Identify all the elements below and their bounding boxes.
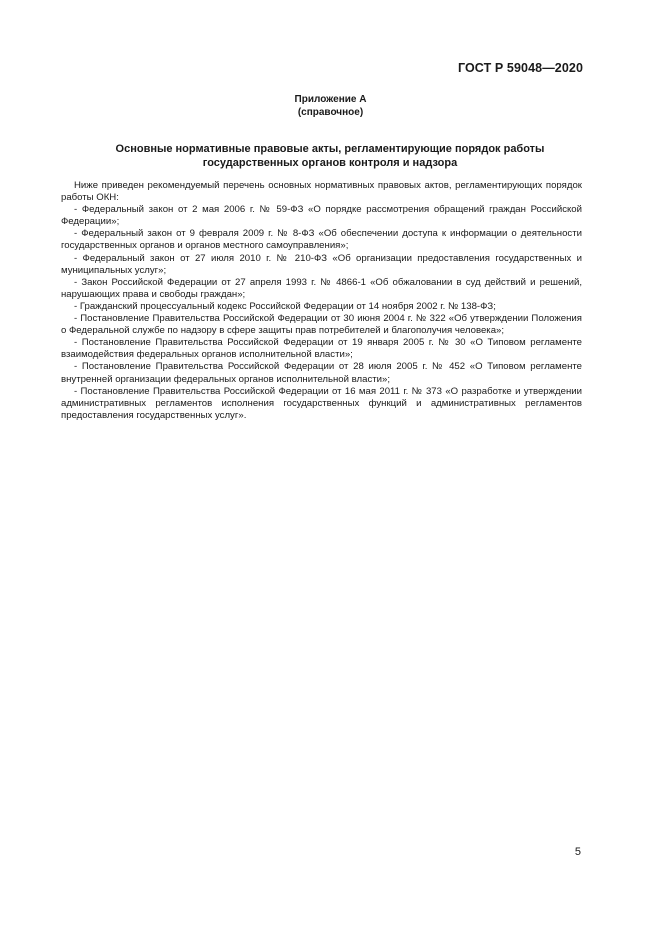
- list-item: - Постановление Правительства Российской Федерации от 30 июня 2004 г. № 322 «Об утверждении Положения о Федеральной службе по надзору в сфере защиты прав потребителей и благополучия человека»;: [61, 313, 582, 337]
- document-code: ГОСТ Р 59048—2020: [457, 61, 583, 75]
- body-text: [61, 180, 582, 422]
- list-item: - Федеральный закон от 2 мая 2006 г. № 59-ФЗ «О порядке рассмотрения обращений граждан Российской Федерации»;: [61, 204, 582, 228]
- list-item: - Постановление Правительства Российской Федерации от 16 мая 2011 г. № 373 «О разработке и утверждении административных регламентов исполнения государственных функций и административных регламентов предоставления государственных услуг».: [61, 385, 582, 421]
- intro-paragraph: Ниже приведен рекомендуемый перечень основных нормативных правовых актов, регламентирующих порядок работы ОКН:: [61, 180, 582, 204]
- page-number: 5: [574, 846, 581, 858]
- list-item: - Федеральный закон от 27 июля 2010 г. № 210-ФЗ «Об организации предоставления государственных и муниципальных услуг»;: [61, 252, 582, 276]
- annex-title: Приложение А: [294, 94, 367, 105]
- heading-line-1: Основные нормативные правовые акты, регламентирующие порядок работы: [115, 143, 545, 155]
- annex-block: [0, 93, 661, 119]
- heading-line-2: государственных органов контроля и надзора: [202, 157, 458, 169]
- section-heading: [80, 142, 580, 170]
- list-item: - Гражданский процессуальный кодекс Российской Федерации от 14 ноября 2002 г. № 138-ФЗ;: [74, 300, 496, 312]
- annex-subtitle: (справочное): [297, 107, 364, 118]
- list-item: - Постановление Правительства Российской Федерации от 28 июля 2005 г. № 452 «О Типовом регламенте внутренней организации федеральных органов исполнительной власти»;: [61, 361, 582, 385]
- list-item: - Постановление Правительства Российской Федерации от 19 января 2005 г. № 30 «О Типовом регламенте взаимодействия федеральных органов исполнительной власти»;: [61, 337, 582, 361]
- list-item: - Закон Российской Федерации от 27 апреля 1993 г. № 4866-1 «Об обжаловании в суд действий и решений, нарушающих права и свободы граждан»;: [61, 276, 582, 300]
- list-item: - Федеральный закон от 9 февраля 2009 г. № 8-ФЗ «Об обеспечении доступа к информации о деятельности государственных органов и органов местного самоуправления»;: [61, 228, 582, 252]
